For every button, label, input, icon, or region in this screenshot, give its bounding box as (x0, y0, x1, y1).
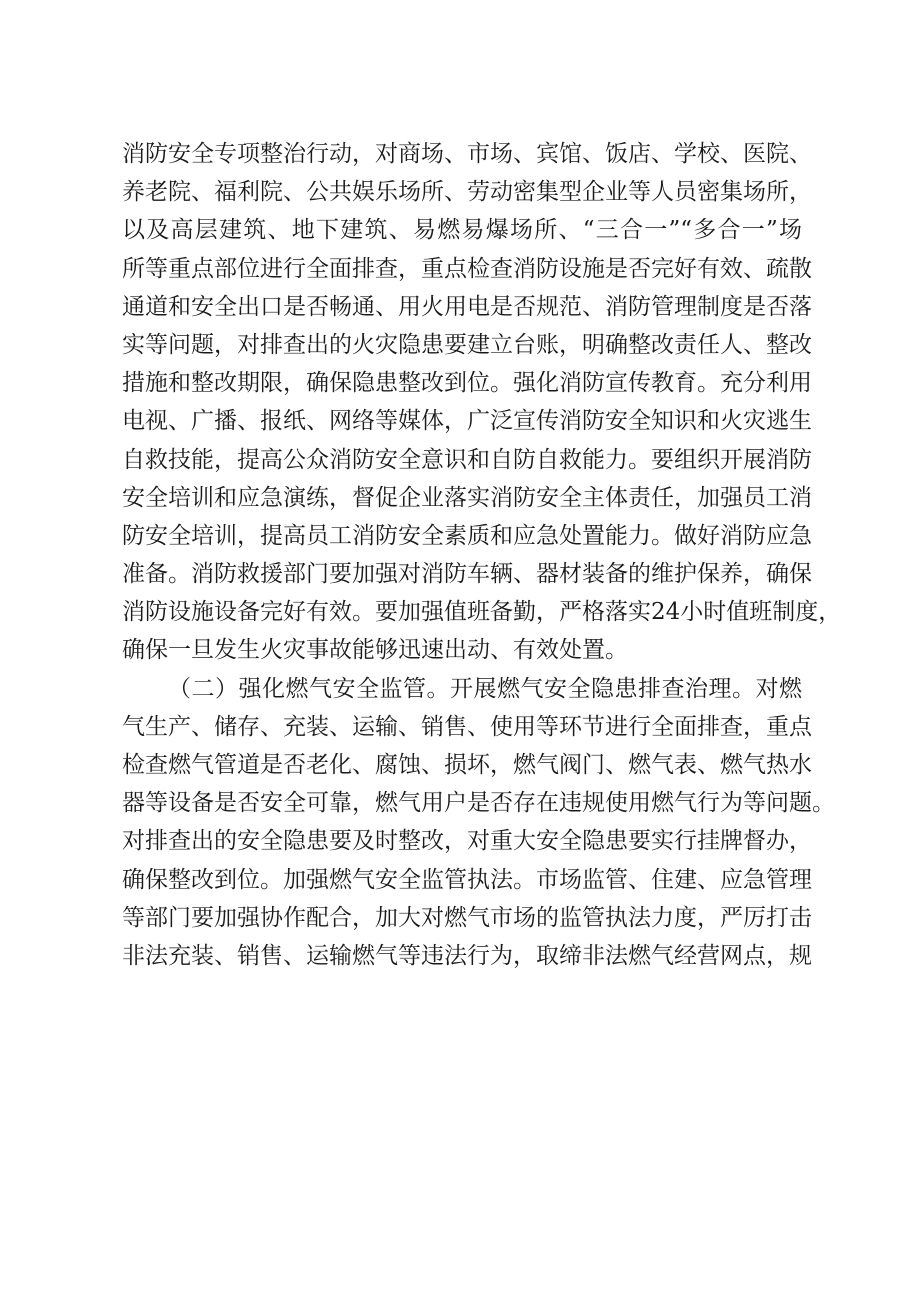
text-line: 自救技能，提高公众消防安全意识和自防自救能力。要组织开展消防 (122, 446, 812, 473)
text-line: 等部门要加强协作配合，加大对燃气市场的监管执法力度，严厉打击 (122, 904, 812, 931)
text-line: 所等重点部位进行全面排查，重点检查消防设施是否完好有效、疏散 (122, 255, 812, 282)
text-line: 措施和整改期限，确保隐患整改到位。强化消防宣传教育。充分利用 (122, 370, 812, 397)
text-line: 消防设施设备完好有效。要加强值班备勤，严格落实24小时值班制度， (122, 599, 842, 626)
text-line: 检查燃气管道是否老化、腐蚀、损坏，燃气阀门、燃气表、燃气热水 (122, 752, 812, 778)
text-line: 通道和安全出口是否畅通、用火用电是否规范、消防管理制度是否落 (122, 293, 812, 320)
text-line: 器等设备是否安全可靠，燃气用户是否存在违规使用燃气行为等问题。 (122, 790, 835, 817)
text-line: 消防安全专项整治行动，对商场、市场、宾馆、饭店、学校、医院、 (122, 141, 812, 167)
text-line: 电视、广播、报纸、网络等媒体，广泛宣传消防安全知识和火灾逃生 (122, 408, 812, 435)
text-line: 非法充装、销售、运输燃气等违法行为，取缔非法燃气经营网点，规 (122, 942, 812, 969)
text-line: 确保整改到位。加强燃气安全监管执法。市场监管、住建、应急管理 (122, 866, 812, 893)
text-line: 安全培训和应急演练，督促企业落实消防安全主体责任，加强员工消 (122, 484, 812, 511)
text-line: 实等问题，对排查出的火灾隐患要建立台账，明确整改责任人、整改 (122, 331, 812, 358)
paragraph-end-line: 确保一旦发生火灾事故能够迅速出动、有效处置。 (122, 637, 628, 664)
text-line: 准备。消防救援部门要加强对消防车辆、器材装备的维护保养，确保 (122, 561, 812, 588)
text-line: 防安全培训，提高员工消防安全素质和应急处置能力。做好消防应急 (122, 522, 812, 549)
section-heading-line: （二）强化燃气安全监管。开展燃气安全隐患排查治理。对燃 (168, 675, 802, 702)
text-line: 以及高层建筑、地下建筑、易燃易爆场所、“三合一”“多合一”场 (122, 217, 802, 244)
body-text (122, 135, 842, 975)
text-line: 养老院、福利院、公共娱乐场所、劳动密集型企业等人员密集场所， (122, 179, 812, 206)
text-line: 气生产、储存、充装、运输、销售、使用等环节进行全面排查，重点 (122, 713, 812, 740)
text-line: 对排查出的安全隐患要及时整改，对重大安全隐患要实行挂牌督办， (122, 828, 812, 855)
